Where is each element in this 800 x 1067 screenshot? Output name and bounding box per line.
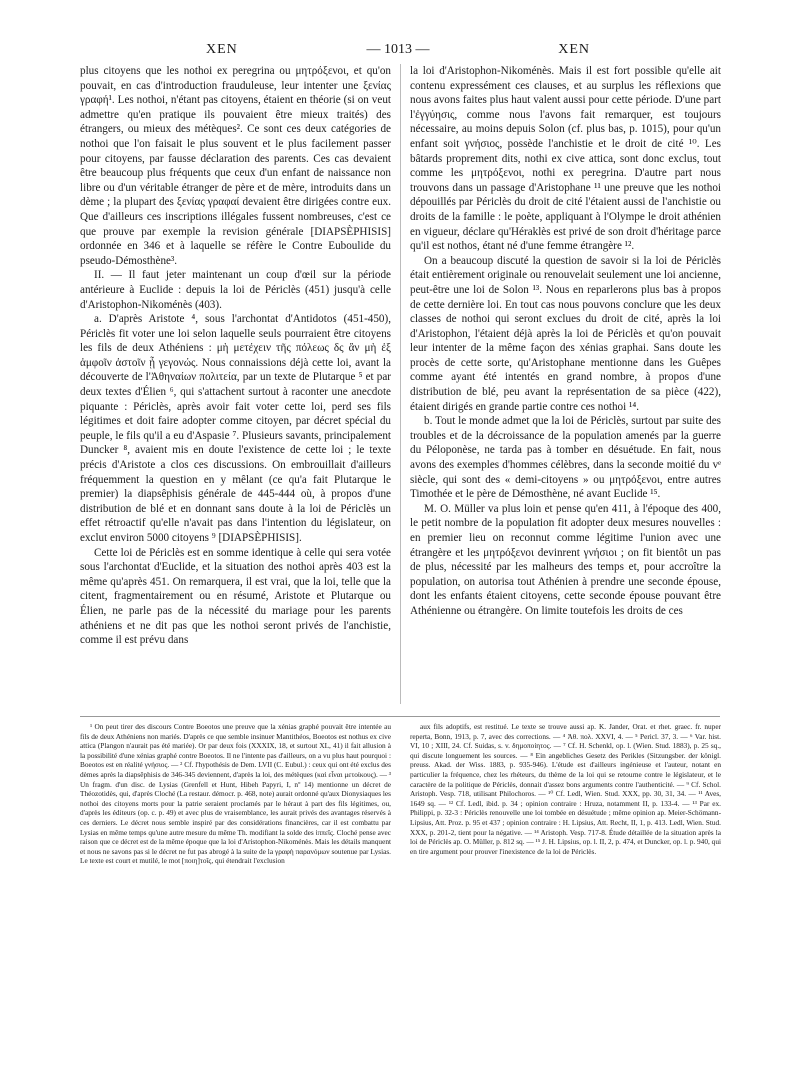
column-divider: [400, 64, 401, 704]
running-head-right: XEN: [558, 42, 590, 57]
paragraph: b. Tout le monde admet que la loi de Périclès, surtout par suite des troubles et de la décroissance de la population amenés par la guerre du Péloponèse, ne tarda pas à tomber en désuétude. En fait, nous avons des exemples d'hommes célèbres, dans la seconde moitié du vᵉ siècle, qui sont des « demi-citoyens » ou μητρόξενοι, entre autres Timothée et le père de Démosthène, né avant Euclide ¹⁵.: [410, 415, 721, 501]
paragraph: II. — Il faut jeter maintenant un coup d'œil sur la période antérieure à Euclide : depuis la loi de Périclès (451) jusqu'à celle d'Aristophon-Nikoménès (403).: [80, 269, 391, 311]
running-head-left: XEN: [206, 42, 238, 57]
footnotes-right: [410, 722, 721, 856]
paragraph: a. D'après Aristote ⁴, sous l'archontat d'Antidotos (451-450), Périclès fit voter une loi selon laquelle seuls pourraient être citoyens les fils de deux Athéniens : μὴ μετέχειν τῆς πόλεως δς ἂν μὴ ἐξ ἀμφοῖν ἀστοῖν ᾖ γεγονώς. Nous connaissions déjà cette loi, avant la découverte de l'Ἀθηναίων πολιτεία, par un texte de Plutarque ⁵ et par deux textes d'Élien ⁶, qui s'attachent surtout à raconter une anecdote piquante : Périclès, après avoir fait voter cette loi, perd ses fils légitimes et doit faire adopter comme citoyen, par décret spécial du peuple, le fils qu'il a eu d'Aspasie ⁷. Plusieurs savants, principalement Duncker ⁸, avaient mis en doute l'existence de cette loi ; le texte précis d'Aristote a clos ces discussions. On embrouillait d'ailleurs fréquemment la question en y mêlant (ce qu'a fait Plutarque le premier) la diapsêphisis générale de 445-444 où, à propos d'une distribution de blé et en donnant sans doute à la loi de Périclès un effet rétroactif qu'elle n'avait pas dans l'intention du législateur, on exclut environ 5000 citoyens ⁹ [DIAPSÈPHISIS].: [80, 313, 391, 544]
left-column: [80, 64, 391, 648]
page-number: — 1013 —: [366, 42, 430, 57]
paragraph: On a beaucoup discuté la question de savoir si la loi de Périclès était entièrement originale ou renouvelait seulement une loi ancienne, peut-être une loi de Solon ¹³. Nous en reparlerons plus bas à propos de cette dernière loi. En tout cas nous pouvons conclure que les deux classes de nothoi qui seront exclues du droit de cité, après la loi d'Aristophon, l'étaient déjà après la loi de Périclès et qu'on pouvait leur intenter de la même façon des xénias graphai. Sans doute les procès de cette sorte, qu'Aristophane mentionne dans les Guêpes comme ayant été intentés en grand nombre, à propos d'une distribution de blé, peu avant la représentation de sa pièce (422), étaient dirigés en grande partie contre ces nothoi ¹⁴.: [410, 254, 721, 413]
paragraph: Cette loi de Périclès est en somme identique à celle qui sera votée sous l'archontat d'Euclide, et la situation des nothoi après 403 est la même qu'après 451. On remarquera, il est vrai, que la loi, telle que la citent, fragmentairement ou en résumé, Aristote et Plutarque ou Élien, ne parle pas de la nécessité du mariage pour les parents athéniens et ne dit pas que les nothoi seront privés de l'anchistie, comme il est prévu dans: [80, 546, 391, 647]
paragraph: plus citoyens que les nothoi ex peregrina ou μητρόξενοι, et qu'on pouvait, en cas d'introduction frauduleuse, leur intenter une ξενίας γραφή¹. Les nothoi, n'étant pas citoyens, étaient en théorie (si on veut admettre qu'en pratique ils pouvaient être mieux traités) des étrangers, ou mieux des métèques². Ce sont ces deux catégories de nothoi que l'on faisait le plus souvent et le plus facilement passer pour citoyens, par fausse déclaration des parents. Ces cas devaient être beaucoup plus fréquents que ceux d'un enfant de naissance non libre ou d'un véritable étranger de père et de mère, introduits dans un dème ; la plupart des ξενίας γραφαί devaient être dirigées contre eux. Que d'ailleurs ces inscriptions illégales fussent nombreuses, c'est ce que prouve par exemple la revision générale [DIAPSÈPHISIS] ordonnée en 346 et à laquelle se réfère le Contre Euboulide du pseudo-Démosthène³.: [80, 65, 391, 267]
footnotes-left: [80, 722, 391, 866]
paragraph: la loi d'Aristophon-Nikoménès. Mais il est fort possible qu'elle ait contenu expressément ces clauses, et au surplus les réflexions que nous avons faites plus haut valent aussi pour cette période. D'une part l'ἐγγύησις, comme nous l'avons fait remarquer, est toujours nécessaire, au moins depuis Solon (cf. plus bas, p. 1015), pour qu'un enfant soit γνήσιος, possède l'anchistie et le droit de cité ¹⁰. Les bâtards proprement dits, nothi ex cive attica, sont donc exclus, tout comme les μητρόξενοι, nothi ex peregrina. D'autre part nous trouvons dans un passage d'Aristophane ¹¹ une preuve que les nothoi dépouillés par Périclès du droit de cité l'étaient aussi de l'anchistie ou droits de la famille : le poète, appliquant à l'Olympe le droit athénien en vigueur, déclare qu'Héraklès est privé de son droit d'héritage parce qu'il est nothos, étant né d'une femme étrangère ¹².: [410, 65, 721, 253]
paragraph: M. O. Müller va plus loin et pense qu'en 411, à l'époque des 400, le petit nombre de la population fit adopter deux mesures nouvelles : en premier lieu on reconnut comme légitime l'union avec une étrangère et les μητρόξενοι devinrent γνήσιοι ; on fit bientôt un pas de plus, nécessité par les malheurs des temps et, pour accroître la population, on autorisa tout Athénien à prendre une seconde épouse, dont les enfants étaient citoyens, cette seconde épouse pouvant être Athénienne ou étrangère. On limite toutefois les droits de ces: [410, 502, 721, 617]
footnote-divider: [80, 716, 720, 717]
footnote-text: ¹ On peut tirer des discours Contre Boeotos une preuve que la xénias graphé pouvait être intentée au fils de deux Athéniens non mariés. D'après ce que semble insinuer Mantithéos, Boeotos est nothus ex cive attica (Plangon n'aurait pas été mariée). Or par deux fois (XXXIX, 18, et surtout XL, 41) il fait allusion à la possibilité d'une xénias graphé contre Boeotos. Il ne l'intente pas d'ailleurs, on a vu plus haut pourquoi : Boeotos est en réalité γνήσιος. — ² Cf. l'hypothésis de Dem. LVII (C. Eubul.) : ceux qui ont été exclus des dèmes après la diapsêphisis de 346-345 deviennent, d'après la loi, des métèques (καὶ εἶναι μετοίκους). — ³ Un fragm. d'un disc. de Lysias (Grenfell et Hunt, Hibeh Papyri, I, nº 14) mentionne un décret de Théozotidès, qui, d'après Cloché (La restaur. démocr. p. 468, note) aurait ordonné qu'aux Dionysiaques les nothoi des citoyens morts pour la patrie seraient proclamés par le héraut à part des fils légitimes, ou, d'après les éditeurs (op. c. p. 49) et avec plus de vraisemblance, les aurait privés des avantages réservés à ces derniers. Le décret nous semble inspiré par des considérations financières, car il est combattu par Lysias en même temps qu'une autre mesure du même Th. modifiant la solde des ἱππεῖς. Cloché pense avec raison que ce décret est de la même époque que la loi d'Aristophon-Nikoménès. Mais les détails manquent et nous ne savons pas si le décret ne fut pas abrogé à la suite de la γραφὴ παρανόμων soutenue par Lysias. Le texte est court et mutilé, le mot [ποιη]τοῖς, qui étendrait l'exclusion: [80, 722, 391, 866]
footnote-text: aux fils adoptifs, est restitué. Le texte se trouve aussi ap. K. Jander, Orat. et rhet. graec. fr. nuper reperta, Bonn, 1913, p. 7, avec des corrections. — ⁴ Ἀθ. πολ. XXVI, 4. — ⁵ Pericl. 37, 3. — ⁶ Var. hist. VI, 10 ; XIII, 24. Cf. Suidas, s. v. δημοποίητος. — ⁷ Cf. H. Schenkl, op. l. (Wien. Stud. 1883), p. 25 sq., qui discute longuement les sources. — ⁸ Ein angebliches Gesetz des Perikles (Sitzungsber. der königl. preuss. Akad. der Wiss. 1883, p. 935-946). L'étude est d'ailleurs ingénieuse et l'auteur, notant en particulier la fréquence, chez les rhéteurs, du thème de la loi qui se retourne contre le législateur, et le caractère de la politique de Périclès, donnait d'assez bons arguments contre l'authenticité. — ⁹ Cf. Schol. Aristoph. Vesp. 718, utilisant Philochoros. — ¹⁰ Cf. Ledl, Wien. Stud. XXX, pp. 30, 31, 34. — ¹¹ Aves, 1649 sq. — ¹² Cf. Ledl, ibid. p. 34 ; opinion contraire : Hruza, notamment II, p. 133-4. — ¹³ Par ex. Philippi, p. 32-3 : Périclès renouvelle une loi tombée en désuétude ; même opinion ap. Meier-Schömann-Lipsius, Att. Proz. p. 95 et 437 ; opinion contraire : H. Lipsius, Att. Recht, II, 1, p. 413. Ledl, Wien. Stud. XXX, p. 201-2, tient pour la négative. — ¹⁴ Aristoph. Vesp. 717-8. Étude détaillée de la situation après la loi de Périclès ap. O. Müller, p. 812 sq. — ¹⁵ J. H. Lipsius, op. l. II, 2, p. 474, et Duncker, op. l. p. 940, qui en tire argument pour prouver l'inexistence de la loi de Périclès.: [410, 722, 721, 856]
right-column: [410, 64, 721, 619]
page-header: [78, 42, 718, 62]
